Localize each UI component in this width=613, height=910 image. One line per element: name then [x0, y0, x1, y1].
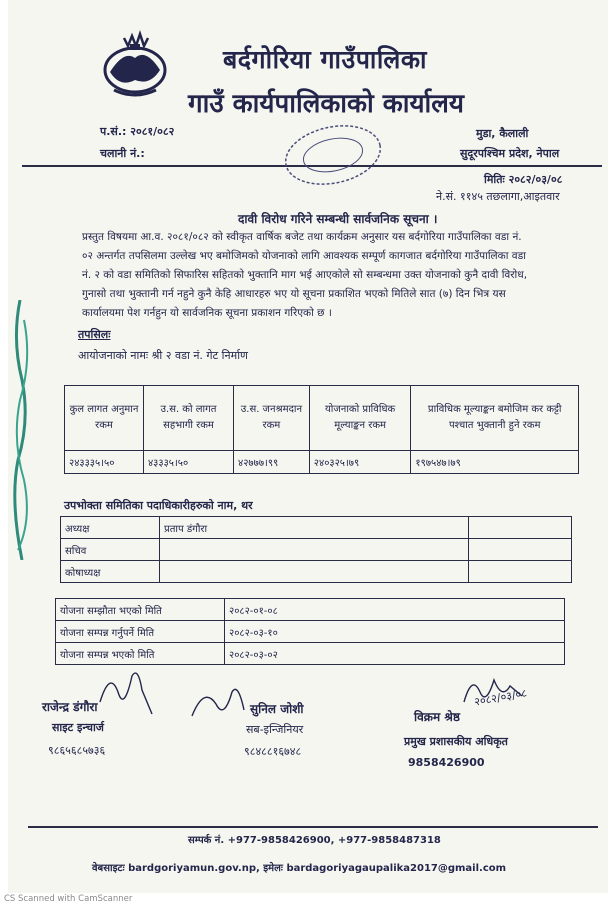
- cost-table-value-row: [65, 451, 579, 474]
- mid-signatory-title: सब-इन्जिनियर: [246, 723, 304, 736]
- document-page: [8, 0, 608, 893]
- cost-value-technical: २४०३२५।७९: [309, 451, 411, 474]
- officials-table: [60, 516, 572, 583]
- camscanner-watermark: CS Scanned with CamScanner: [4, 894, 133, 904]
- notice-line-1: प्रस्तुत विषयमा आ.व. २०८१/०८२ को स्वीकृत वार्षिक बजेट तथा कार्यक्रम अनुसार यस बर्दगोरिया गाउँपालिका वडा नं.: [82, 231, 522, 243]
- ps-number: प.सं.: २०८१/०८२: [100, 125, 175, 138]
- official-extra: [469, 517, 572, 539]
- emblem-logo: [94, 30, 176, 102]
- notice-title: दावी विरोध गरिने सम्बन्धी सार्वजनिक सूचना ।: [238, 212, 438, 226]
- official-name: प्रताप डंगौरा: [160, 517, 469, 539]
- location-line1: मुडा, कैलाली: [476, 127, 529, 140]
- table-row: [56, 621, 565, 643]
- footer-contact: सम्पर्क नं. +977-9858426900, +977-9858487318: [188, 835, 441, 846]
- cost-header-technical: योजनाको प्राविधिक मूल्याङ्कन रकम: [309, 386, 411, 451]
- notice-line-3: नं. २ को वडा समितिको सिफारिस सहितको भुक्तानि माग भई आएकोले सो सम्बन्धमा उक्त योजनाको कुनै दावी विरोध,: [82, 269, 528, 281]
- right-signatory-name: विक्रम श्रेष्ठ: [414, 710, 460, 724]
- date-value: २०८२-०१-०८: [225, 599, 565, 621]
- left-signatory-title: साइट इन्चार्ज: [52, 721, 104, 734]
- chalani-number: चलानी नं.:: [100, 147, 145, 160]
- project-name: आयोजनाको नामः श्री २ वडा नं. गेट निर्माण: [78, 349, 248, 362]
- date-line: मितिः २०८२/०३/०८: [484, 173, 563, 186]
- cost-header-payable: प्राविधिक मूल्याङ्कन बमोजिम कर कट्टी पश्चात भुक्तानी हुने रकम: [411, 386, 579, 451]
- mid-signatory-name: सुनिल जोशी: [250, 702, 304, 716]
- date-value: २०८२-०३-०२: [225, 643, 565, 665]
- footer-divider: [28, 826, 598, 828]
- left-signatory-name: राजेन्द्र डंगौरा: [42, 700, 98, 714]
- right-handwritten-date: २०८२/०३/०८: [473, 686, 528, 709]
- binding-string: [6, 300, 34, 560]
- cost-header-total: कुल लागत अनुमान रकम: [65, 386, 144, 451]
- dates-table: [55, 598, 565, 665]
- location-line2: सुदूरपश्चिम प्रदेश, नेपाल: [460, 147, 560, 160]
- right-signatory-phone: 9858426900: [408, 756, 485, 769]
- cost-table-header-row: [65, 386, 579, 451]
- office-title: गाउँ कार्यपालिकाको कार्यालय: [188, 89, 464, 119]
- date-label: योजना सम्पन्न भएको मिति: [56, 643, 225, 665]
- table-row: [56, 599, 565, 621]
- notice-line-4: गुनासो तथा भुक्तानी गर्न नहुने कुनै केहि आधारहरु भए यो सूचना प्रकाशित भएको मितिले सात (७) दिन भित्र यस: [82, 288, 506, 300]
- table-row: [61, 539, 572, 561]
- official-role: अध्यक्ष: [61, 517, 160, 539]
- officials-heading: उपभोक्ता समितिका पदाधिकारीहरुको नाम, थर: [64, 499, 253, 512]
- official-name: [160, 539, 469, 561]
- table-row: [61, 517, 572, 539]
- cost-value-payable: १९७५४७।७९: [411, 451, 579, 474]
- cost-value-user-share: ४३३३५।५०: [143, 451, 233, 474]
- cost-header-user-share: उ.स. को लागत सहभागी रकम: [143, 386, 233, 451]
- office-stamp: [278, 120, 388, 190]
- municipality-title: बर्दगोरिया गाउँपालिका: [223, 45, 428, 74]
- footer-web-email: वेबसाइटः bardgoriyamun.gov.np, इमेलः bardagoriyagaupalika2017@gmail.com: [92, 863, 507, 874]
- official-role: कोषाध्यक्ष: [61, 561, 160, 583]
- notice-line-5: कार्यालयमा पेश गर्नहुन यो सार्वजनिक सूचना प्रकाशन गरिएको छ ।: [82, 307, 332, 319]
- notice-line-2: ०२ अन्तर्गत तपसिलमा उल्लेख भए बमोजिमको योजनाको लागि आवश्यक सम्पूर्ण कागजात बर्दगोरिया गाउँपालिका वडा: [82, 250, 526, 262]
- official-name: [160, 561, 469, 583]
- right-signatory-title: प्रमुख प्रशासकीय अधिकृत: [404, 735, 508, 748]
- official-extra: [469, 539, 572, 561]
- tapsil-label: तपसिलः: [78, 328, 111, 341]
- cost-table: [64, 385, 579, 474]
- date-value: २०८२-०३-१०: [225, 621, 565, 643]
- table-row: [61, 561, 572, 583]
- cost-value-total: २४३३३५।५०: [65, 451, 144, 474]
- mid-signatory-phone: ९८४८८१६७४८: [244, 745, 302, 758]
- official-role: सचिव: [61, 539, 160, 561]
- official-extra: [469, 561, 572, 583]
- date-label: योजना सम्झौता भएको मिति: [56, 599, 225, 621]
- cost-value-labour: ४२७७७।९९: [234, 451, 310, 474]
- cost-header-labour: उ.स. जनश्रमदान रकम: [234, 386, 310, 451]
- left-signature-scribble: [96, 662, 156, 718]
- date-label: योजना सम्पन्न गर्नुपर्ने मिति: [56, 621, 225, 643]
- left-signatory-phone: ९८६५६८५७३६: [48, 744, 106, 757]
- mid-signature-scribble: [188, 680, 248, 726]
- nepal-samvat-date: ने.सं. ११४५ तछलागा,आइतवार: [436, 190, 560, 203]
